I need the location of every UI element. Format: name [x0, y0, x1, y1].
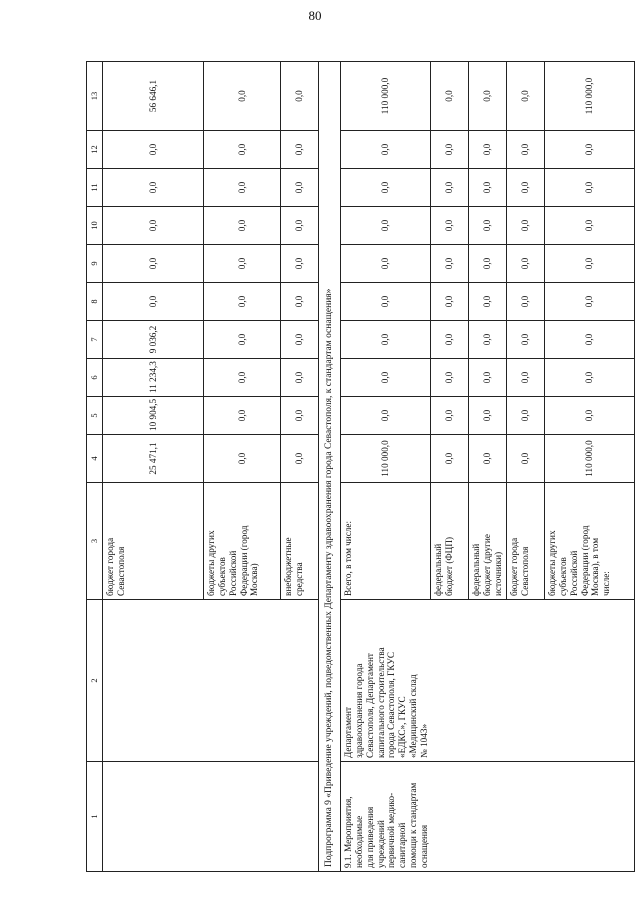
value-cell: 0,0 [204, 131, 281, 169]
value-cell: 0,0 [469, 283, 507, 321]
value-cell: 0,0 [281, 245, 319, 283]
value-cell: 0,0 [341, 283, 431, 321]
value-cell: 0,0 [103, 169, 204, 207]
value-cell: 0,0 [341, 131, 431, 169]
value-cell: 0,0 [341, 321, 431, 359]
funding-source-cell: федеральный бюджет (ФЦП) [431, 483, 469, 600]
value-cell: 10 904,5 [103, 397, 204, 435]
executors-cell: Департамент здравоохранения города Севастополя, Департамент капитального строительства города Севастополя, ГКУС «ЕДКС», ГКУС «Медицинский склад № 1043» [341, 600, 635, 762]
value-cell: 0,0 [507, 62, 545, 131]
page-number: 80 [308, 8, 322, 23]
value-cell: 0,0 [469, 62, 507, 131]
value-cell: 0,0 [431, 321, 469, 359]
value-cell: 0,0 [204, 169, 281, 207]
value-cell: 0,0 [341, 359, 431, 397]
col-header: 1 [87, 762, 103, 872]
col-header: 10 [87, 207, 103, 245]
col-header: 9 [87, 245, 103, 283]
col-header: 4 [87, 435, 103, 483]
value-cell: 0,0 [545, 131, 635, 169]
value-cell: 0,0 [341, 245, 431, 283]
value-cell: 0,0 [545, 169, 635, 207]
value-cell: 0,0 [281, 435, 319, 483]
value-cell: 110 000,0 [545, 62, 635, 131]
value-cell: 0,0 [281, 397, 319, 435]
value-cell: 0,0 [431, 397, 469, 435]
value-cell: 0,0 [204, 435, 281, 483]
value-cell: 0,0 [545, 283, 635, 321]
table-row [103, 62, 204, 872]
value-cell: 110 000,0 [545, 435, 635, 483]
value-cell: 0,0 [341, 169, 431, 207]
value-cell: 0,0 [507, 131, 545, 169]
value-cell: 0,0 [103, 283, 204, 321]
funding-source-cell: бюджет города Севастополя [103, 483, 204, 600]
funding-source-cell: внебюджетные средства [281, 483, 319, 600]
value-cell: 0,0 [281, 283, 319, 321]
value-cell: 0,0 [281, 131, 319, 169]
funding-source-cell: Всего, в том числе: [341, 483, 431, 600]
value-cell: 0,0 [469, 131, 507, 169]
value-cell: 0,0 [281, 169, 319, 207]
continuation-section [103, 62, 319, 872]
value-cell: 0,0 [431, 207, 469, 245]
col-header: 3 [87, 483, 103, 600]
col-header: 6 [87, 359, 103, 397]
rotated-table-container [86, 62, 612, 872]
value-cell: 110 000,0 [341, 62, 431, 131]
value-cell: 0,0 [469, 435, 507, 483]
col-header: 13 [87, 62, 103, 131]
value-cell: 0,0 [507, 283, 545, 321]
value-cell: 0,0 [469, 321, 507, 359]
funding-source-cell: бюджеты других субъектов Российской Федерации (город Москва), в том числе: [545, 483, 635, 600]
value-cell: 0,0 [431, 283, 469, 321]
value-cell: 0,0 [469, 359, 507, 397]
subprogram-row [319, 62, 341, 872]
value-cell: 0,0 [431, 169, 469, 207]
value-cell: 0,0 [545, 397, 635, 435]
value-cell: 11 234,3 [103, 359, 204, 397]
budget-table [86, 61, 635, 872]
table-frame [86, 62, 612, 872]
value-cell: 0,0 [545, 359, 635, 397]
value-cell: 0,0 [469, 169, 507, 207]
value-cell: 0,0 [431, 359, 469, 397]
measure-section [341, 62, 635, 872]
col-header: 11 [87, 169, 103, 207]
value-cell: 0,0 [281, 359, 319, 397]
value-cell: 0,0 [507, 359, 545, 397]
value-cell: 0,0 [103, 245, 204, 283]
value-cell: 0,0 [281, 62, 319, 131]
col-header: 8 [87, 283, 103, 321]
value-cell: 0,0 [341, 397, 431, 435]
value-cell: 0,0 [507, 435, 545, 483]
value-cell: 0,0 [507, 207, 545, 245]
value-cell: 0,0 [204, 283, 281, 321]
value-cell: 0,0 [469, 207, 507, 245]
col-header: 2 [87, 600, 103, 762]
funding-source-cell: бюджеты других субъектов Российской Федерации (город Москва) [204, 483, 281, 600]
value-cell: 0,0 [507, 245, 545, 283]
value-cell: 0,0 [431, 62, 469, 131]
funding-source-cell: федеральный бюджет (другие источники) [469, 483, 507, 600]
value-cell: 0,0 [341, 207, 431, 245]
value-cell: 0,0 [204, 245, 281, 283]
value-cell: 0,0 [103, 207, 204, 245]
value-cell: 0,0 [545, 207, 635, 245]
value-cell: 0,0 [507, 321, 545, 359]
value-cell: 0,0 [431, 435, 469, 483]
value-cell: 0,0 [469, 245, 507, 283]
value-cell: 110 000,0 [341, 435, 431, 483]
header-row [87, 62, 103, 872]
value-cell: 0,0 [545, 245, 635, 283]
value-cell: 0,0 [431, 131, 469, 169]
value-cell: 0,0 [281, 321, 319, 359]
measure-name-cell: 9.1. Мероприятия, необходимые для приведения учреждений первичной медико-санитарной помощи к стандартам оснащения [341, 762, 635, 872]
col-header: 7 [87, 321, 103, 359]
table-row [341, 62, 431, 872]
value-cell: 56 646,1 [103, 62, 204, 131]
value-cell: 0,0 [204, 397, 281, 435]
value-cell: 0,0 [507, 397, 545, 435]
funding-source-cell: бюджет города Севастополя [507, 483, 545, 600]
value-cell: 0,0 [507, 169, 545, 207]
value-cell: 0,0 [204, 207, 281, 245]
value-cell: 25 471,1 [103, 435, 204, 483]
continued-measure-cell [103, 762, 319, 872]
subprogram-title: Подпрограмма 9 «Приведение учреждений, подведомственных Департаменту здравоохранения города Севастополя, к стандартам оснащения» [319, 62, 341, 872]
continued-executor-cell [103, 600, 319, 762]
value-cell: 0,0 [204, 359, 281, 397]
value-cell: 0,0 [204, 321, 281, 359]
value-cell: 0,0 [281, 207, 319, 245]
value-cell: 0,0 [545, 321, 635, 359]
value-cell: 0,0 [204, 62, 281, 131]
value-cell: 0,0 [103, 131, 204, 169]
value-cell: 0,0 [431, 245, 469, 283]
col-header: 5 [87, 397, 103, 435]
col-header: 12 [87, 131, 103, 169]
value-cell: 0,0 [469, 397, 507, 435]
value-cell: 9 036,2 [103, 321, 204, 359]
